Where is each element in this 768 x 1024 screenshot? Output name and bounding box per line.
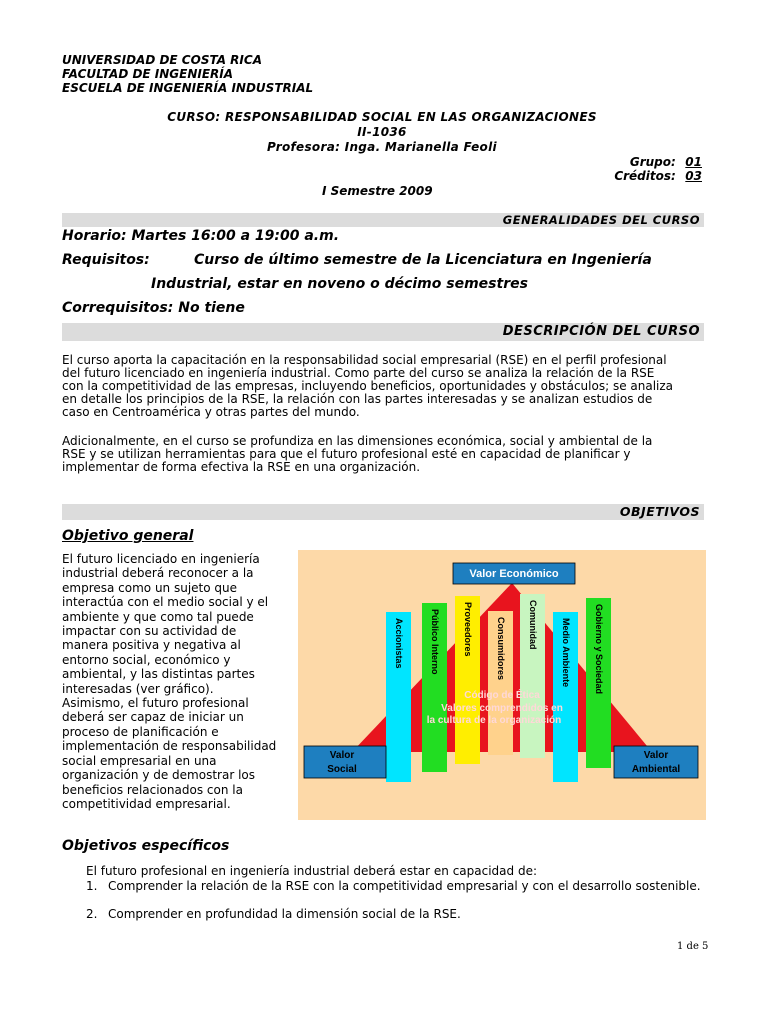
objective-line: social empresarial en una [62, 753, 217, 768]
description-line: El curso aporta la capacitación en la responsabilidad social empresarial (RSE) en el perfil profesional [62, 353, 667, 367]
objective-line: interactúa con el medio social y el [62, 595, 269, 610]
diagram-left-box-line-2: Social [327, 764, 357, 775]
objective-line: Asimismo, el futuro profesional [62, 696, 249, 711]
list-item [86, 880, 704, 906]
general-objective-heading: Objetivo general [62, 528, 194, 544]
diagram-bar-label: Público Interno [430, 609, 441, 675]
group-label: Grupo: [629, 155, 676, 169]
diagram-left-box-line-1: Valor [329, 750, 355, 761]
institution-header [62, 53, 313, 95]
diagram-bar-label: Proveedores [463, 602, 474, 657]
objective-line: organización y de demostrar los [62, 768, 256, 783]
diagram-bar-label: Gobierno y Sociedad [594, 604, 605, 695]
group-line [630, 155, 702, 169]
objective-line: ambiental, y las distintas partes [62, 667, 255, 682]
objective-line: ambiente y que como tal puede [62, 609, 254, 624]
objective-line: El futuro licenciado en ingeniería [62, 552, 260, 566]
objective-line: entorno social, económico y [62, 652, 231, 667]
objective-line: interesadas (ver gráfico). [62, 681, 214, 696]
specific-objectives-heading: Objetivos específicos [62, 838, 230, 854]
objective-line: deberá ser capaz de iniciar un [62, 710, 244, 725]
university-name: UNIVERSIDAD DE COSTA RICA [62, 53, 262, 67]
course-code: II-1036 [357, 125, 407, 139]
section-bar-generalidades: GENERALIDADES DEL CURSO [62, 213, 704, 227]
faculty-name: FACULTAD DE INGENIERÍA [62, 67, 234, 81]
schedule: Horario: Martes 16:00 a 19:00 a.m. [62, 228, 340, 244]
credits-line [614, 169, 702, 183]
diagram-left-box [304, 746, 386, 778]
list-item-text: Comprender en profundidad la dimensión social de la RSE. [108, 907, 461, 921]
page-number: 1 de 5 [677, 941, 709, 952]
objective-line: competitividad empresarial. [62, 796, 231, 811]
requirements-line-2: Industrial, estar en noveno o décimo semestres [151, 276, 528, 292]
diagram-bar-label: Comunidad [528, 600, 539, 650]
school-name: ESCUELA DE INGENIERÍA INDUSTRIAL [62, 81, 314, 95]
requirements-label: Requisitos: [62, 252, 150, 268]
objective-line: beneficios relacionados con la [62, 782, 243, 797]
objective-line: manera positiva y negativa al [62, 638, 241, 653]
diagram-right-box-line-2: Ambiental [631, 764, 681, 775]
description-line: caso en Centroamérica y otras partes del mundo. [62, 405, 360, 419]
diagram-center-line-1: Código de Ética [464, 690, 540, 701]
csr-diagram [298, 550, 706, 820]
diagram-center-line-3: la cultura de la organización [426, 715, 562, 726]
course-title: CURSO: RESPONSABILIDAD SOCIAL EN LAS ORGANIZACIONES [167, 110, 597, 124]
description-line: RSE y se utilizan herramientas para que el futuro profesional esté en capacidad de planificar y [62, 447, 631, 461]
course-professor: Profesora: Inga. Marianella Feoli [267, 140, 497, 154]
diagram-right-box [614, 746, 698, 778]
specific-objectives-intro: El futuro profesional en ingeniería industrial deberá estar en capacidad de: [86, 864, 538, 878]
list-item [86, 908, 704, 921]
list-item-number: 2. [86, 907, 98, 921]
general-objective-text [62, 552, 288, 811]
diagram-right-box-line-1: Valor [643, 750, 669, 761]
course-header [62, 110, 702, 155]
objective-line: proceso de planificación e [62, 724, 219, 739]
diagram-top-box [453, 563, 575, 584]
description-line: con la competitividad de las empresas, incluyendo beneficios, oportunidades y obstáculos; se analiza [62, 379, 674, 393]
diagram-bar-label: Accionistas [394, 618, 405, 669]
corequisites: Correquisitos: No tiene [62, 300, 245, 316]
section-bar-objetivos: OBJETIVOS [62, 504, 704, 520]
objective-line: implementación de responsabilidad [62, 739, 277, 754]
description-line: Adicionalmente, en el curso se profundiza en las dimensiones económica, social y ambiental de la [62, 434, 653, 448]
objective-line: impactar con su actividad de [62, 624, 237, 639]
description-line: del futuro licenciado en ingeniería industrial. Como parte del curso se analiza la relación de la RSE [62, 366, 655, 380]
list-item-text: Comprender la relación de la RSE con la competitividad empresarial y con el desarrollo sostenible. [108, 879, 701, 893]
diagram-bar-label: Consumidores [496, 617, 507, 681]
diagram-bar-label: Medio Ambiente [561, 618, 572, 688]
description-paragraph-1 [62, 354, 704, 419]
diagram-center-line-2: Valores comprendidos en [441, 703, 563, 714]
semester: I Semestre 2009 [322, 184, 433, 198]
description-paragraph-2 [62, 435, 704, 474]
group-value: 01 [685, 155, 702, 169]
requirements-line-1: Curso de último semestre de la Licenciatura en Ingeniería [194, 252, 652, 268]
objective-line: industrial deberá reconocer a la [62, 566, 254, 581]
diagram-top-box-label: Valor Económico [469, 568, 559, 580]
description-line: implementar de forma efectiva la RSE en una organización. [62, 460, 421, 474]
credits-label: Créditos: [614, 169, 676, 183]
description-line: en detalle los principios de la RSE, la relación con las partes interesadas y se analizan estudios de [62, 392, 653, 406]
section-bar-descripcion: DESCRIPCIÓN DEL CURSO [62, 323, 704, 341]
credits-value: 03 [685, 169, 702, 183]
objective-line: empresa como un sujeto que [62, 580, 238, 595]
list-item-number: 1. [86, 879, 98, 893]
